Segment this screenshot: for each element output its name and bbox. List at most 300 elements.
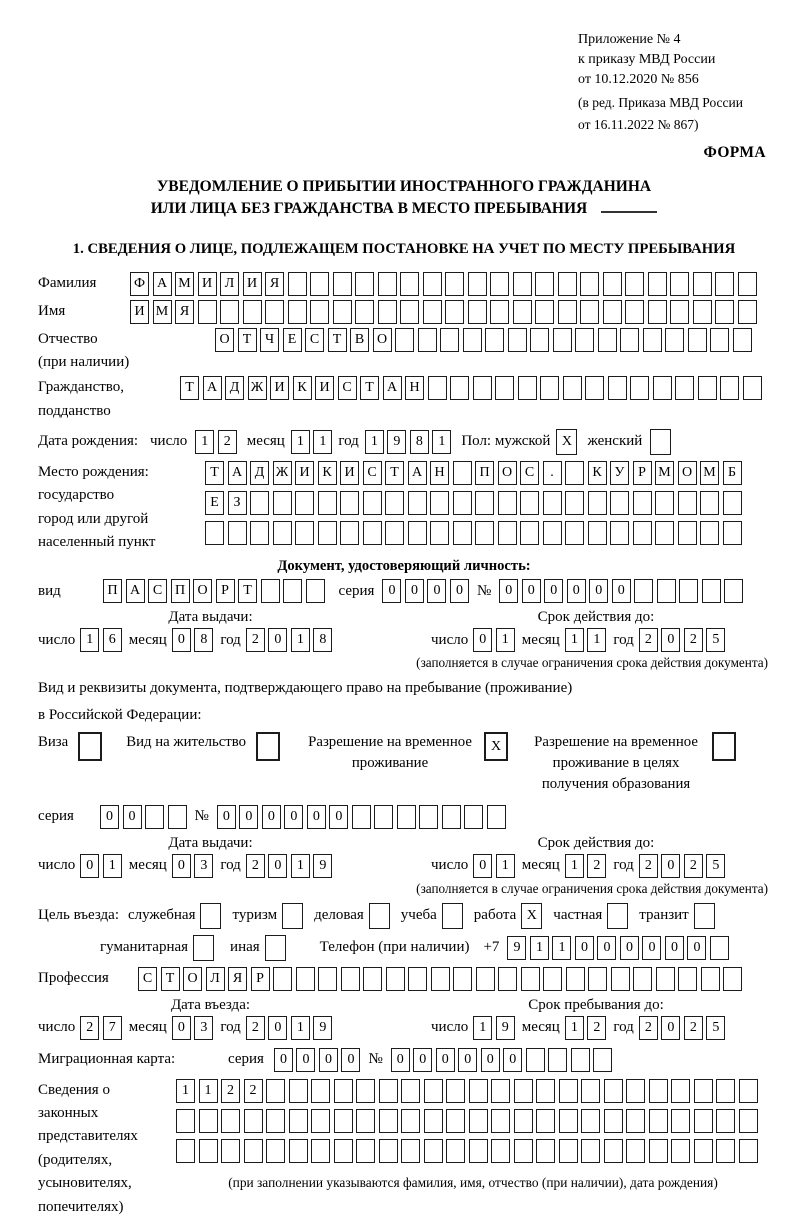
profession-box[interactable] bbox=[678, 967, 697, 991]
migration-number-box[interactable]: 0 bbox=[458, 1048, 477, 1072]
representatives-box[interactable] bbox=[334, 1079, 353, 1103]
representatives-box[interactable] bbox=[356, 1079, 375, 1103]
entry-year-box[interactable]: 2 bbox=[246, 1016, 265, 1040]
surname-box[interactable]: Ф bbox=[130, 272, 149, 296]
citizenship-box[interactable]: И bbox=[315, 376, 334, 400]
birth-place-box[interactable]: О bbox=[678, 461, 697, 485]
birth-place-box[interactable] bbox=[633, 521, 652, 545]
surname-box[interactable] bbox=[355, 272, 374, 296]
representatives-box[interactable] bbox=[289, 1109, 308, 1133]
surname-box[interactable] bbox=[423, 272, 442, 296]
representatives-box[interactable] bbox=[671, 1109, 690, 1133]
residence-series-box[interactable]: 0 bbox=[100, 805, 119, 829]
name-box[interactable] bbox=[558, 300, 577, 324]
representatives-box[interactable] bbox=[649, 1139, 668, 1163]
birth-place-box[interactable] bbox=[453, 521, 472, 545]
representatives-box[interactable] bbox=[469, 1139, 488, 1163]
citizenship-box[interactable]: Т bbox=[180, 376, 199, 400]
representatives-box[interactable] bbox=[559, 1139, 578, 1163]
citizenship-box[interactable] bbox=[698, 376, 717, 400]
name-box[interactable] bbox=[288, 300, 307, 324]
name-box[interactable]: И bbox=[130, 300, 149, 324]
doc-issue-day-box[interactable]: 6 bbox=[103, 628, 122, 652]
patronymic-box[interactable]: В bbox=[350, 328, 369, 352]
surname-box[interactable] bbox=[603, 272, 622, 296]
representatives-box[interactable] bbox=[514, 1109, 533, 1133]
birth-place-box[interactable] bbox=[273, 521, 292, 545]
birth-place-box[interactable] bbox=[700, 521, 719, 545]
migration-number-box[interactable] bbox=[593, 1048, 612, 1072]
migration-number-box[interactable]: 0 bbox=[413, 1048, 432, 1072]
doc-number-box[interactable]: 0 bbox=[499, 579, 518, 603]
residence-number-box[interactable] bbox=[397, 805, 416, 829]
doc-issue-year-box[interactable]: 8 bbox=[313, 628, 332, 652]
representatives-box[interactable] bbox=[266, 1139, 285, 1163]
representatives-box[interactable] bbox=[536, 1079, 555, 1103]
checkbox-female[interactable] bbox=[650, 429, 671, 455]
citizenship-box[interactable]: Т bbox=[360, 376, 379, 400]
representatives-box[interactable] bbox=[739, 1109, 758, 1133]
surname-box[interactable]: И bbox=[243, 272, 262, 296]
representatives-box[interactable] bbox=[379, 1139, 398, 1163]
checkbox-temp-residence-education[interactable] bbox=[712, 732, 736, 761]
citizenship-box[interactable] bbox=[653, 376, 672, 400]
phone-box[interactable]: 0 bbox=[665, 936, 684, 960]
representatives-box[interactable] bbox=[491, 1079, 510, 1103]
representatives-box[interactable] bbox=[334, 1139, 353, 1163]
profession-box[interactable] bbox=[566, 967, 585, 991]
doc-issue-year-box[interactable]: 2 bbox=[246, 628, 265, 652]
checkbox-work[interactable]: X bbox=[521, 903, 542, 929]
birth-place-box[interactable] bbox=[633, 491, 652, 515]
entry-year-box[interactable]: 0 bbox=[268, 1016, 287, 1040]
birth-place-box[interactable] bbox=[385, 521, 404, 545]
birth-place-box[interactable] bbox=[250, 491, 269, 515]
birth-place-box[interactable] bbox=[250, 521, 269, 545]
representatives-box[interactable] bbox=[199, 1109, 218, 1133]
profession-box[interactable]: Р bbox=[251, 967, 270, 991]
entry-month-box[interactable]: 3 bbox=[194, 1016, 213, 1040]
representatives-box[interactable] bbox=[401, 1109, 420, 1133]
doc-expiry-month-box[interactable]: 1 bbox=[565, 628, 584, 652]
birth-place-box[interactable] bbox=[678, 491, 697, 515]
residence-number-box[interactable]: 0 bbox=[329, 805, 348, 829]
representatives-box[interactable] bbox=[334, 1109, 353, 1133]
birth-place-box[interactable] bbox=[408, 491, 427, 515]
birth-place-box[interactable]: К bbox=[318, 461, 337, 485]
checkbox-residence-permit[interactable] bbox=[256, 732, 280, 761]
residence-number-box[interactable]: 0 bbox=[284, 805, 303, 829]
profession-box[interactable]: Т bbox=[161, 967, 180, 991]
birth-place-box[interactable]: Т bbox=[205, 461, 224, 485]
residence-issue-day-box[interactable]: 1 bbox=[103, 854, 122, 878]
migration-number-box[interactable] bbox=[571, 1048, 590, 1072]
birth-place-box[interactable]: О bbox=[498, 461, 517, 485]
representatives-box[interactable] bbox=[289, 1079, 308, 1103]
representatives-box[interactable] bbox=[559, 1109, 578, 1133]
migration-number-box[interactable]: 0 bbox=[391, 1048, 410, 1072]
doc-series-box[interactable]: 0 bbox=[382, 579, 401, 603]
doc-issue-year-box[interactable]: 1 bbox=[291, 628, 310, 652]
citizenship-box[interactable] bbox=[428, 376, 447, 400]
stay-year-box[interactable]: 0 bbox=[661, 1016, 680, 1040]
name-box[interactable] bbox=[580, 300, 599, 324]
representatives-box[interactable] bbox=[671, 1139, 690, 1163]
phone-box[interactable]: 0 bbox=[687, 936, 706, 960]
phone-box[interactable]: 0 bbox=[597, 936, 616, 960]
profession-box[interactable] bbox=[273, 967, 292, 991]
profession-box[interactable] bbox=[363, 967, 382, 991]
name-box[interactable] bbox=[693, 300, 712, 324]
entry-year-box[interactable]: 1 bbox=[291, 1016, 310, 1040]
citizenship-box[interactable] bbox=[608, 376, 627, 400]
entry-month-box[interactable]: 0 bbox=[172, 1016, 191, 1040]
name-box[interactable] bbox=[535, 300, 554, 324]
checkbox-study[interactable] bbox=[442, 903, 463, 929]
doc-kind-box[interactable]: Р bbox=[216, 579, 235, 603]
citizenship-box[interactable]: И bbox=[270, 376, 289, 400]
checkbox-humanitarian[interactable] bbox=[193, 935, 214, 961]
residence-issue-year-box[interactable]: 9 bbox=[313, 854, 332, 878]
profession-box[interactable] bbox=[633, 967, 652, 991]
doc-number-box[interactable] bbox=[724, 579, 743, 603]
residence-series-box[interactable] bbox=[168, 805, 187, 829]
patronymic-box[interactable] bbox=[575, 328, 594, 352]
representatives-box[interactable] bbox=[581, 1139, 600, 1163]
checkbox-visa[interactable] bbox=[78, 732, 102, 761]
doc-kind-box[interactable]: П bbox=[103, 579, 122, 603]
citizenship-box[interactable] bbox=[585, 376, 604, 400]
representatives-box[interactable] bbox=[536, 1139, 555, 1163]
patronymic-box[interactable] bbox=[553, 328, 572, 352]
birth-place-box[interactable] bbox=[723, 521, 742, 545]
doc-expiry-month-box[interactable]: 1 bbox=[587, 628, 606, 652]
checkbox-tourism[interactable] bbox=[282, 903, 303, 929]
representatives-box[interactable] bbox=[266, 1079, 285, 1103]
citizenship-box[interactable]: А bbox=[203, 376, 222, 400]
birth-place-box[interactable] bbox=[565, 461, 584, 485]
patronymic-box[interactable] bbox=[463, 328, 482, 352]
migration-number-box[interactable] bbox=[548, 1048, 567, 1072]
representatives-box[interactable]: 1 bbox=[176, 1079, 195, 1103]
birth-place-box[interactable] bbox=[340, 521, 359, 545]
representatives-box[interactable] bbox=[626, 1109, 645, 1133]
doc-kind-box[interactable]: А bbox=[126, 579, 145, 603]
name-box[interactable] bbox=[445, 300, 464, 324]
birth-place-box[interactable]: И bbox=[340, 461, 359, 485]
doc-series-box[interactable]: 0 bbox=[450, 579, 469, 603]
name-box[interactable] bbox=[310, 300, 329, 324]
surname-box[interactable] bbox=[715, 272, 734, 296]
residence-number-box[interactable]: 0 bbox=[217, 805, 236, 829]
representatives-box[interactable] bbox=[356, 1139, 375, 1163]
surname-box[interactable] bbox=[400, 272, 419, 296]
surname-box[interactable] bbox=[288, 272, 307, 296]
patronymic-box[interactable] bbox=[688, 328, 707, 352]
birth-place-box[interactable]: У bbox=[610, 461, 629, 485]
birth-place-box[interactable]: С bbox=[363, 461, 382, 485]
doc-number-box[interactable] bbox=[634, 579, 653, 603]
representatives-box[interactable] bbox=[176, 1109, 195, 1133]
checkbox-other[interactable] bbox=[265, 935, 286, 961]
residence-series-box[interactable]: 0 bbox=[123, 805, 142, 829]
entry-day-box[interactable]: 7 bbox=[103, 1016, 122, 1040]
birth-place-box[interactable] bbox=[453, 461, 472, 485]
doc-kind-box[interactable]: Т bbox=[238, 579, 257, 603]
residence-number-box[interactable] bbox=[487, 805, 506, 829]
birth-place-box[interactable]: А bbox=[408, 461, 427, 485]
migration-number-box[interactable] bbox=[526, 1048, 545, 1072]
representatives-box[interactable] bbox=[604, 1079, 623, 1103]
representatives-box[interactable] bbox=[716, 1139, 735, 1163]
phone-box[interactable]: 1 bbox=[552, 936, 571, 960]
name-box[interactable] bbox=[243, 300, 262, 324]
name-box[interactable] bbox=[423, 300, 442, 324]
representatives-box[interactable] bbox=[559, 1079, 578, 1103]
birth-place-box[interactable] bbox=[678, 521, 697, 545]
patronymic-box[interactable] bbox=[598, 328, 617, 352]
birth-place-box[interactable] bbox=[588, 491, 607, 515]
patronymic-box[interactable] bbox=[395, 328, 414, 352]
profession-box[interactable]: Я bbox=[228, 967, 247, 991]
doc-expiry-day-box[interactable]: 1 bbox=[496, 628, 515, 652]
name-box[interactable] bbox=[490, 300, 509, 324]
citizenship-box[interactable]: А bbox=[383, 376, 402, 400]
birth-place-box[interactable] bbox=[430, 521, 449, 545]
migration-series-box[interactable]: 0 bbox=[296, 1048, 315, 1072]
birth-day-box[interactable]: 2 bbox=[218, 430, 237, 454]
residence-expiry-day-box[interactable]: 0 bbox=[473, 854, 492, 878]
birth-place-box[interactable] bbox=[475, 521, 494, 545]
birth-place-box[interactable] bbox=[205, 521, 224, 545]
representatives-box[interactable] bbox=[626, 1079, 645, 1103]
birth-place-box[interactable] bbox=[430, 491, 449, 515]
residence-issue-year-box[interactable]: 1 bbox=[291, 854, 310, 878]
surname-box[interactable] bbox=[535, 272, 554, 296]
residence-number-box[interactable] bbox=[442, 805, 461, 829]
phone-box[interactable]: 0 bbox=[642, 936, 661, 960]
birth-month-box[interactable]: 1 bbox=[291, 430, 310, 454]
residence-issue-month-box[interactable]: 0 bbox=[172, 854, 191, 878]
doc-number-box[interactable]: 0 bbox=[544, 579, 563, 603]
representatives-box[interactable] bbox=[514, 1139, 533, 1163]
citizenship-box[interactable] bbox=[518, 376, 537, 400]
entry-day-box[interactable]: 2 bbox=[80, 1016, 99, 1040]
doc-expiry-year-box[interactable]: 5 bbox=[706, 628, 725, 652]
name-box[interactable] bbox=[670, 300, 689, 324]
citizenship-box[interactable] bbox=[720, 376, 739, 400]
migration-series-box[interactable]: 0 bbox=[274, 1048, 293, 1072]
doc-issue-day-box[interactable]: 1 bbox=[80, 628, 99, 652]
birth-place-box[interactable] bbox=[520, 491, 539, 515]
surname-box[interactable]: А bbox=[153, 272, 172, 296]
stay-year-box[interactable]: 2 bbox=[684, 1016, 703, 1040]
stay-month-box[interactable]: 1 bbox=[565, 1016, 584, 1040]
representatives-box[interactable] bbox=[581, 1109, 600, 1133]
representatives-box[interactable] bbox=[469, 1109, 488, 1133]
migration-number-box[interactable]: 0 bbox=[481, 1048, 500, 1072]
representatives-box[interactable] bbox=[401, 1079, 420, 1103]
migration-series-box[interactable]: 0 bbox=[319, 1048, 338, 1072]
phone-box[interactable] bbox=[710, 936, 729, 960]
representatives-box[interactable] bbox=[716, 1079, 735, 1103]
name-box[interactable] bbox=[468, 300, 487, 324]
name-box[interactable] bbox=[715, 300, 734, 324]
phone-box[interactable]: 1 bbox=[530, 936, 549, 960]
name-box[interactable] bbox=[333, 300, 352, 324]
representatives-box[interactable] bbox=[266, 1109, 285, 1133]
representatives-box[interactable] bbox=[739, 1139, 758, 1163]
citizenship-box[interactable]: К bbox=[293, 376, 312, 400]
doc-number-box[interactable]: 0 bbox=[522, 579, 541, 603]
representatives-box[interactable] bbox=[694, 1079, 713, 1103]
representatives-box[interactable]: 2 bbox=[244, 1079, 263, 1103]
patronymic-box[interactable]: Ч bbox=[260, 328, 279, 352]
surname-box[interactable] bbox=[580, 272, 599, 296]
stay-year-box[interactable]: 2 bbox=[639, 1016, 658, 1040]
birth-place-box[interactable]: К bbox=[588, 461, 607, 485]
birth-place-box[interactable] bbox=[273, 491, 292, 515]
birth-month-box[interactable]: 1 bbox=[313, 430, 332, 454]
profession-box[interactable] bbox=[431, 967, 450, 991]
residence-number-box[interactable]: 0 bbox=[307, 805, 326, 829]
citizenship-box[interactable] bbox=[743, 376, 762, 400]
representatives-box[interactable] bbox=[604, 1109, 623, 1133]
birth-place-box[interactable] bbox=[565, 491, 584, 515]
name-box[interactable] bbox=[378, 300, 397, 324]
profession-box[interactable] bbox=[476, 967, 495, 991]
surname-box[interactable]: И bbox=[198, 272, 217, 296]
patronymic-box[interactable] bbox=[643, 328, 662, 352]
representatives-box[interactable]: 2 bbox=[221, 1079, 240, 1103]
checkbox-business[interactable] bbox=[369, 903, 390, 929]
doc-issue-month-box[interactable]: 8 bbox=[194, 628, 213, 652]
patronymic-box[interactable] bbox=[710, 328, 729, 352]
profession-box[interactable] bbox=[588, 967, 607, 991]
stay-month-box[interactable]: 2 bbox=[587, 1016, 606, 1040]
doc-kind-box[interactable]: О bbox=[193, 579, 212, 603]
representatives-box[interactable] bbox=[244, 1139, 263, 1163]
birth-place-box[interactable] bbox=[385, 491, 404, 515]
representatives-box[interactable] bbox=[491, 1109, 510, 1133]
representatives-box[interactable] bbox=[289, 1139, 308, 1163]
patronymic-box[interactable] bbox=[508, 328, 527, 352]
representatives-box[interactable] bbox=[649, 1109, 668, 1133]
residence-issue-year-box[interactable]: 0 bbox=[268, 854, 287, 878]
surname-box[interactable] bbox=[558, 272, 577, 296]
birth-place-box[interactable]: . bbox=[543, 461, 562, 485]
representatives-box[interactable] bbox=[716, 1109, 735, 1133]
checkbox-male[interactable]: X bbox=[556, 429, 577, 455]
migration-number-box[interactable]: 0 bbox=[436, 1048, 455, 1072]
profession-box[interactable] bbox=[723, 967, 742, 991]
profession-box[interactable]: Л bbox=[206, 967, 225, 991]
representatives-box[interactable] bbox=[649, 1079, 668, 1103]
representatives-box[interactable] bbox=[311, 1079, 330, 1103]
name-box[interactable] bbox=[198, 300, 217, 324]
stay-day-box[interactable]: 9 bbox=[496, 1016, 515, 1040]
residence-expiry-month-box[interactable]: 1 bbox=[565, 854, 584, 878]
representatives-box[interactable] bbox=[514, 1079, 533, 1103]
representatives-box[interactable] bbox=[221, 1109, 240, 1133]
patronymic-box[interactable]: Е bbox=[283, 328, 302, 352]
birth-place-box[interactable] bbox=[295, 521, 314, 545]
checkbox-temp-residence[interactable]: X bbox=[484, 732, 508, 761]
representatives-box[interactable] bbox=[424, 1139, 443, 1163]
birth-place-box[interactable] bbox=[588, 521, 607, 545]
birth-place-box[interactable] bbox=[318, 491, 337, 515]
residence-expiry-year-box[interactable]: 5 bbox=[706, 854, 725, 878]
representatives-box[interactable] bbox=[581, 1079, 600, 1103]
residence-number-box[interactable]: 0 bbox=[239, 805, 258, 829]
birth-place-box[interactable]: Е bbox=[205, 491, 224, 515]
birth-place-box[interactable]: А bbox=[228, 461, 247, 485]
name-box[interactable] bbox=[265, 300, 284, 324]
surname-box[interactable]: М bbox=[175, 272, 194, 296]
representatives-box[interactable] bbox=[199, 1139, 218, 1163]
representatives-box[interactable] bbox=[424, 1109, 443, 1133]
doc-expiry-day-box[interactable]: 0 bbox=[473, 628, 492, 652]
name-box[interactable] bbox=[220, 300, 239, 324]
profession-box[interactable] bbox=[521, 967, 540, 991]
birth-place-box[interactable]: Н bbox=[430, 461, 449, 485]
residence-expiry-month-box[interactable]: 2 bbox=[587, 854, 606, 878]
representatives-box[interactable] bbox=[671, 1079, 690, 1103]
representatives-box[interactable]: 1 bbox=[199, 1079, 218, 1103]
patronymic-box[interactable]: О bbox=[215, 328, 234, 352]
citizenship-box[interactable] bbox=[473, 376, 492, 400]
surname-box[interactable] bbox=[625, 272, 644, 296]
doc-kind-box[interactable] bbox=[261, 579, 280, 603]
profession-box[interactable]: О bbox=[183, 967, 202, 991]
doc-kind-box[interactable]: С bbox=[148, 579, 167, 603]
surname-box[interactable] bbox=[490, 272, 509, 296]
name-box[interactable]: М bbox=[153, 300, 172, 324]
doc-number-box[interactable]: 0 bbox=[567, 579, 586, 603]
citizenship-box[interactable]: Ж bbox=[248, 376, 267, 400]
name-box[interactable] bbox=[603, 300, 622, 324]
patronymic-box[interactable]: Т bbox=[238, 328, 257, 352]
residence-expiry-year-box[interactable]: 0 bbox=[661, 854, 680, 878]
representatives-box[interactable] bbox=[739, 1079, 758, 1103]
patronymic-box[interactable] bbox=[418, 328, 437, 352]
patronymic-box[interactable] bbox=[733, 328, 752, 352]
patronymic-box[interactable]: О bbox=[373, 328, 392, 352]
representatives-box[interactable] bbox=[491, 1139, 510, 1163]
representatives-box[interactable] bbox=[244, 1109, 263, 1133]
citizenship-box[interactable] bbox=[675, 376, 694, 400]
birth-year-box[interactable]: 8 bbox=[410, 430, 429, 454]
birth-place-box[interactable] bbox=[543, 521, 562, 545]
birth-place-box[interactable] bbox=[295, 491, 314, 515]
surname-box[interactable] bbox=[445, 272, 464, 296]
representatives-box[interactable] bbox=[221, 1139, 240, 1163]
representatives-box[interactable] bbox=[379, 1079, 398, 1103]
representatives-box[interactable] bbox=[446, 1079, 465, 1103]
representatives-box[interactable] bbox=[694, 1139, 713, 1163]
birth-place-box[interactable] bbox=[655, 521, 674, 545]
representatives-box[interactable] bbox=[446, 1139, 465, 1163]
birth-year-box[interactable]: 1 bbox=[365, 430, 384, 454]
birth-place-box[interactable] bbox=[453, 491, 472, 515]
stay-day-box[interactable]: 1 bbox=[473, 1016, 492, 1040]
residence-number-box[interactable]: 0 bbox=[262, 805, 281, 829]
doc-number-box[interactable] bbox=[657, 579, 676, 603]
birth-place-box[interactable] bbox=[228, 521, 247, 545]
surname-box[interactable] bbox=[738, 272, 757, 296]
birth-year-box[interactable]: 1 bbox=[432, 430, 451, 454]
patronymic-box[interactable] bbox=[620, 328, 639, 352]
